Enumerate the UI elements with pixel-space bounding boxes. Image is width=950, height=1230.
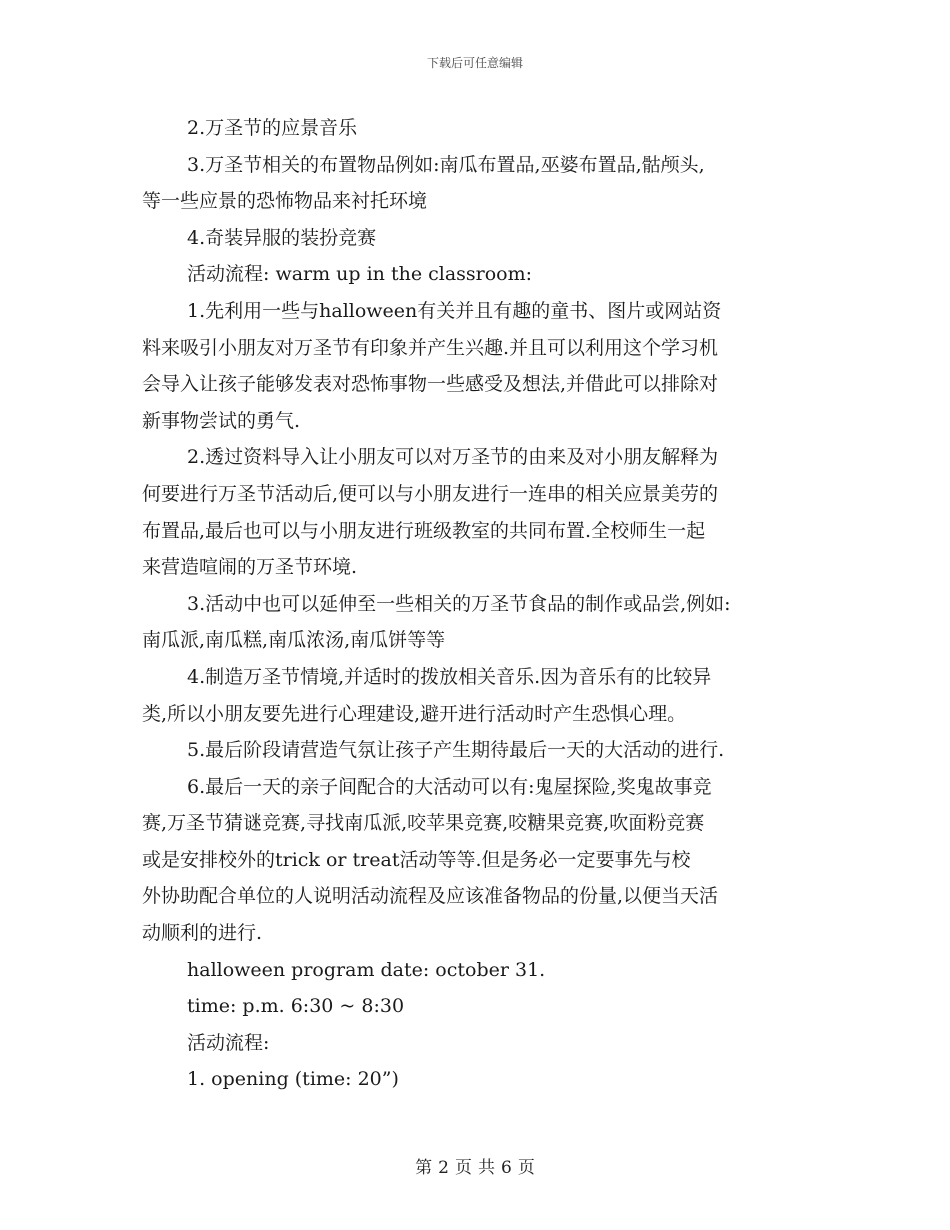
footer-page-word: 页 [455, 1158, 472, 1178]
paragraph-line: 1. opening (time: 20”) [187, 1068, 399, 1091]
paragraph-line: 活动流程: [187, 1031, 270, 1054]
document-body [142, 110, 822, 1098]
paragraph-line: time: p.m. 6:30 ~ 8:30 [187, 995, 405, 1018]
paragraph-line: 外协助配合单位的人说明活动流程及应该准备物品的份量,以便当天活 [142, 885, 719, 908]
footer-total-word: 共 [478, 1158, 495, 1178]
paragraph-line: 等一些应景的恐怖物品来衬托环境 [142, 190, 428, 213]
paragraph-line: 1.先利用一些与halloween有关并且有趣的童书、图片或网站资 [187, 299, 722, 322]
total-page-number: 6 [501, 1158, 512, 1178]
paragraph-line: 类,所以小朋友要先进行心理建设,避开进行活动时产生恐惧心理。 [142, 702, 687, 725]
paragraph-line: 布置品,最后也可以与小朋友进行班级教室的共同布置.全校师生一起 [142, 519, 706, 542]
paragraph-line: 2.万圣节的应景音乐 [187, 117, 358, 139]
paragraph-line: 5.最后阶段请营造气氛让孩子产生期待最后一天的大活动的进行. [187, 739, 725, 762]
paragraph-line: 新事物尝试的勇气. [142, 409, 301, 432]
paragraph-line: 3.万圣节相关的布置物品例如:南瓜布置品,巫婆布置品,骷颅头, [187, 153, 705, 176]
paragraph-line: 赛,万圣节猜谜竞赛,寻找南瓜派,咬苹果竞赛,咬糖果竞赛,吹面粉竞赛 [142, 812, 705, 835]
paragraph-line: 或是安排校外的trick or treat活动等等.但是务必一定要事先与校 [142, 848, 691, 871]
paragraph-line: 动顺利的进行. [142, 922, 263, 945]
paragraph-line: 3.活动中也可以延伸至一些相关的万圣节食品的制作或品尝,例如: [187, 592, 731, 615]
paragraph-line: 4.制造万圣节情境,并适时的拨放相关音乐.因为音乐有的比较异 [187, 665, 712, 688]
paragraph-line: 何要进行万圣节活动后,便可以与小朋友进行一连串的相关应景美劳的 [142, 482, 719, 505]
paragraph-line: 活动流程: warm up in the classroom: [187, 263, 533, 286]
page-footer [0, 1153, 950, 1178]
paragraph-line: 2.透过资料导入让小朋友可以对万圣节的由来及对小朋友解释为 [187, 446, 719, 469]
paragraph-line: 来营造喧闹的万圣节环境. [142, 556, 358, 579]
paragraph-line: 4.奇装异服的装扮竞赛 [187, 226, 377, 249]
paragraph-line: 料来吸引小朋友对万圣节有印象并产生兴趣.并且可以利用这个学习机 [142, 336, 719, 359]
page-header: 下载后可任意编辑 [426, 56, 523, 70]
paragraph-line: 会导入让孩子能够发表对恐怖事物一些感受及想法,并借此可以排除对 [142, 373, 719, 396]
paragraph-line: halloween program date: october 31. [187, 958, 546, 981]
footer-prefix: 第 [415, 1158, 433, 1178]
footer-suffix: 页 [517, 1158, 535, 1178]
paragraph-line: 6.最后一天的亲子间配合的大活动可以有:鬼屋探险,奖鬼故事竞 [187, 775, 712, 798]
current-page-number: 2 [438, 1158, 449, 1178]
paragraph-line: 南瓜派,南瓜糕,南瓜浓汤,南瓜饼等等 [142, 629, 446, 652]
